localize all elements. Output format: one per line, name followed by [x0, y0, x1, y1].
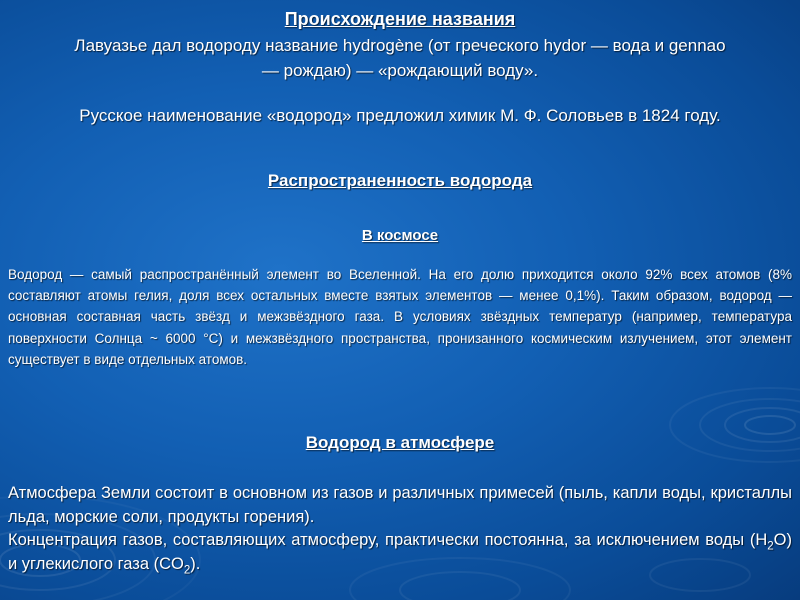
atmosphere-text-start: Концентрация газов, составляющих атмосферу, практически постоянна, за исключением воды (H: [8, 531, 768, 549]
prevalence-heading-text: Распространенность водорода: [267, 171, 533, 190]
russian-name-text: Русское наименование «водород» предложил химик М. Ф. Соловьев в 1824 году.: [79, 106, 721, 125]
subscript-h2o: 2: [767, 540, 774, 553]
origin-heading: Происхождение названия: [284, 9, 516, 29]
atmosphere-heading: Водород в атмосфере: [305, 433, 495, 452]
space-heading: В космосе: [361, 227, 439, 244]
subscript-co2: 2: [183, 563, 191, 576]
atmosphere-paragraph-1: Атмосфера Земли состоит в основном из газов и различных примесей (пыль, капли воды, кристаллы льда, морские соли, продукты горения).: [8, 484, 792, 526]
space-paragraph: Водород — самый распространённый элемент во Вселенной. На его долю приходится около 92% всех атомов (8% составляют атомы гелия, доля всех остальных вместе взятых элементов — менее 0,1%). Таким образом, водород — основная составная часть звёзд и межзвёздного газа. В условиях звёздных температур (например, температура поверхности Солнца ~ 6000 °C) и межзвёздного пространства, пронизанного космическим излучением, этот элемент существует в виде отдельных атомов.: [8, 267, 792, 367]
origin-line-2: — рождаю) — «рождающий воду».: [261, 61, 539, 80]
origin-line-1: Лавуазье дал водороду название hydrogène (от греческого hydor — вода и gennao: [74, 36, 726, 55]
atmosphere-text-mid: O) и углекислого газа (CO: [8, 531, 792, 573]
atmosphere-paragraph-2: [8, 529, 792, 576]
prevalence-heading: [0, 171, 800, 191]
atmosphere-text-end: ).: [190, 554, 201, 573]
